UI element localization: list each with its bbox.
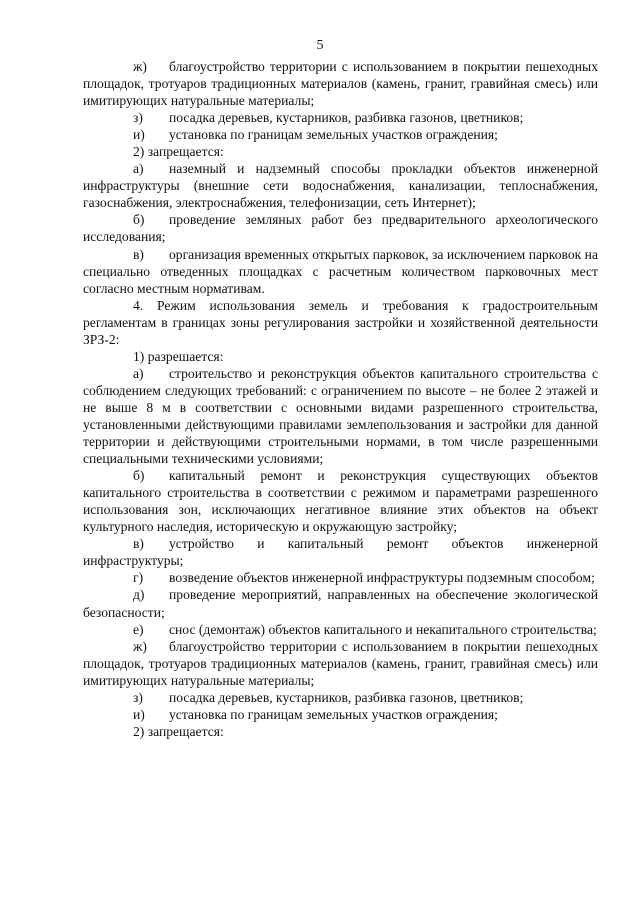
- paragraph-text: устройство и капитальный ремонт объектов инженерной инфраструктуры;: [83, 536, 598, 569]
- paragraph: [83, 143, 598, 160]
- paragraph: [83, 297, 598, 348]
- paragraph-text: установка по границам земельных участков ограждения;: [169, 127, 498, 143]
- list-item: [83, 467, 598, 535]
- paragraph: [83, 723, 598, 740]
- paragraph-text: наземный и надземный способы прокладки объектов инженерной инфраструктуры (внешние сети водоснабжения, канализации, теплоснабжения, газоснабжения, электроснабжения, телефонизации, сеть Интернет);: [83, 161, 598, 211]
- list-item: [83, 365, 598, 467]
- list-item: [83, 246, 598, 297]
- paragraph-text: 4. Режим использования земель и требования к градостроительным регламентам в границах зоны регулирования застройки и хозяйственной деятельности ЗРЗ-2:: [83, 297, 598, 347]
- paragraph-text: проведение мероприятий, направленных на обеспечение экологической безопасности;: [83, 587, 598, 620]
- list-item-marker: г): [133, 570, 144, 586]
- list-item-marker: а): [133, 365, 144, 381]
- paragraph-text: проведение земляных работ без предварительного археологического исследования;: [83, 212, 598, 245]
- list-item-marker: в): [133, 246, 144, 262]
- paragraph-text: 2) запрещается:: [133, 723, 224, 739]
- list-item: [83, 109, 598, 126]
- list-item-marker: ж): [133, 59, 147, 74]
- list-item-marker: а): [133, 161, 144, 177]
- list-item: [83, 586, 598, 620]
- list-item: [83, 58, 598, 109]
- list-item-marker: з): [133, 689, 143, 705]
- list-item: [83, 160, 598, 211]
- paragraph-text: строительство и реконструкция объектов капитального строительства с соблюдением следующих требований: с ограничением по высоте – не более 2 этажей и не выше 8 м в соответствии с основными видами разрешенного строительства, установленными действующими правилами землепользования и застройки для данной территории и действующими строительными нормами, в том числе разрешенными специальными техническими условиями;: [83, 365, 598, 467]
- paragraph-text: благоустройство территории с использованием в покрытии пешеходных площадок, тротуаров традиционных материалов (камень, гранит, гравийная смесь) или имитирующих натуральные материалы;: [83, 59, 598, 109]
- paragraph-text: организация временных открытых парковок, за исключением парковок на специально отведенных площадках с расчетным количеством парковочных мест согласно местным нормативам.: [83, 246, 598, 296]
- paragraph-text: снос (демонтаж) объектов капитального и некапитального строительства;: [169, 621, 597, 637]
- paragraph-text: посадка деревьев, кустарников, разбивка газонов, цветников;: [169, 110, 524, 126]
- paragraph: [83, 348, 598, 365]
- list-item-marker: з): [133, 110, 143, 126]
- list-item-marker: б): [133, 212, 145, 228]
- list-item-marker: и): [133, 706, 145, 722]
- list-item-marker: д): [133, 587, 145, 603]
- list-item-marker: и): [133, 127, 145, 143]
- list-item-marker: ж): [133, 638, 147, 654]
- paragraph-text: благоустройство территории с использованием в покрытии пешеходных площадок, тротуаров традиционных материалов (камень, гранит, гравийная смесь) или имитирующих натуральные материалы;: [83, 638, 598, 688]
- list-item-marker: б): [133, 468, 145, 484]
- paragraph-text: посадка деревьев, кустарников, разбивка газонов, цветников;: [169, 689, 524, 705]
- paragraph-text: установка по границам земельных участков ограждения;: [169, 706, 498, 722]
- list-item: [83, 535, 598, 569]
- list-item: [83, 621, 598, 638]
- list-item: [83, 689, 598, 706]
- list-item-marker: в): [133, 536, 144, 552]
- page-number: 5: [316, 38, 324, 53]
- list-item: [83, 706, 598, 723]
- paragraph-text: 2) запрещается:: [133, 144, 224, 160]
- paragraph-text: 1) разрешается:: [133, 348, 224, 364]
- paragraph-text: капитальный ремонт и реконструкция существующих объектов капитального строительства в соответствии с режимом и параметрами разрешенного использования зон, исключающих негативное влияние этих объектов на объект культурного наследия, историческую и окружающую застройку;: [83, 468, 598, 535]
- list-item: [83, 126, 598, 143]
- list-item: [83, 569, 598, 586]
- list-item: [83, 211, 598, 245]
- paragraph-text: возведение объектов инженерной инфраструктуры подземным способом;: [169, 570, 595, 586]
- list-item-marker: е): [133, 621, 144, 637]
- list-item: [83, 638, 598, 689]
- document-body: [83, 58, 598, 740]
